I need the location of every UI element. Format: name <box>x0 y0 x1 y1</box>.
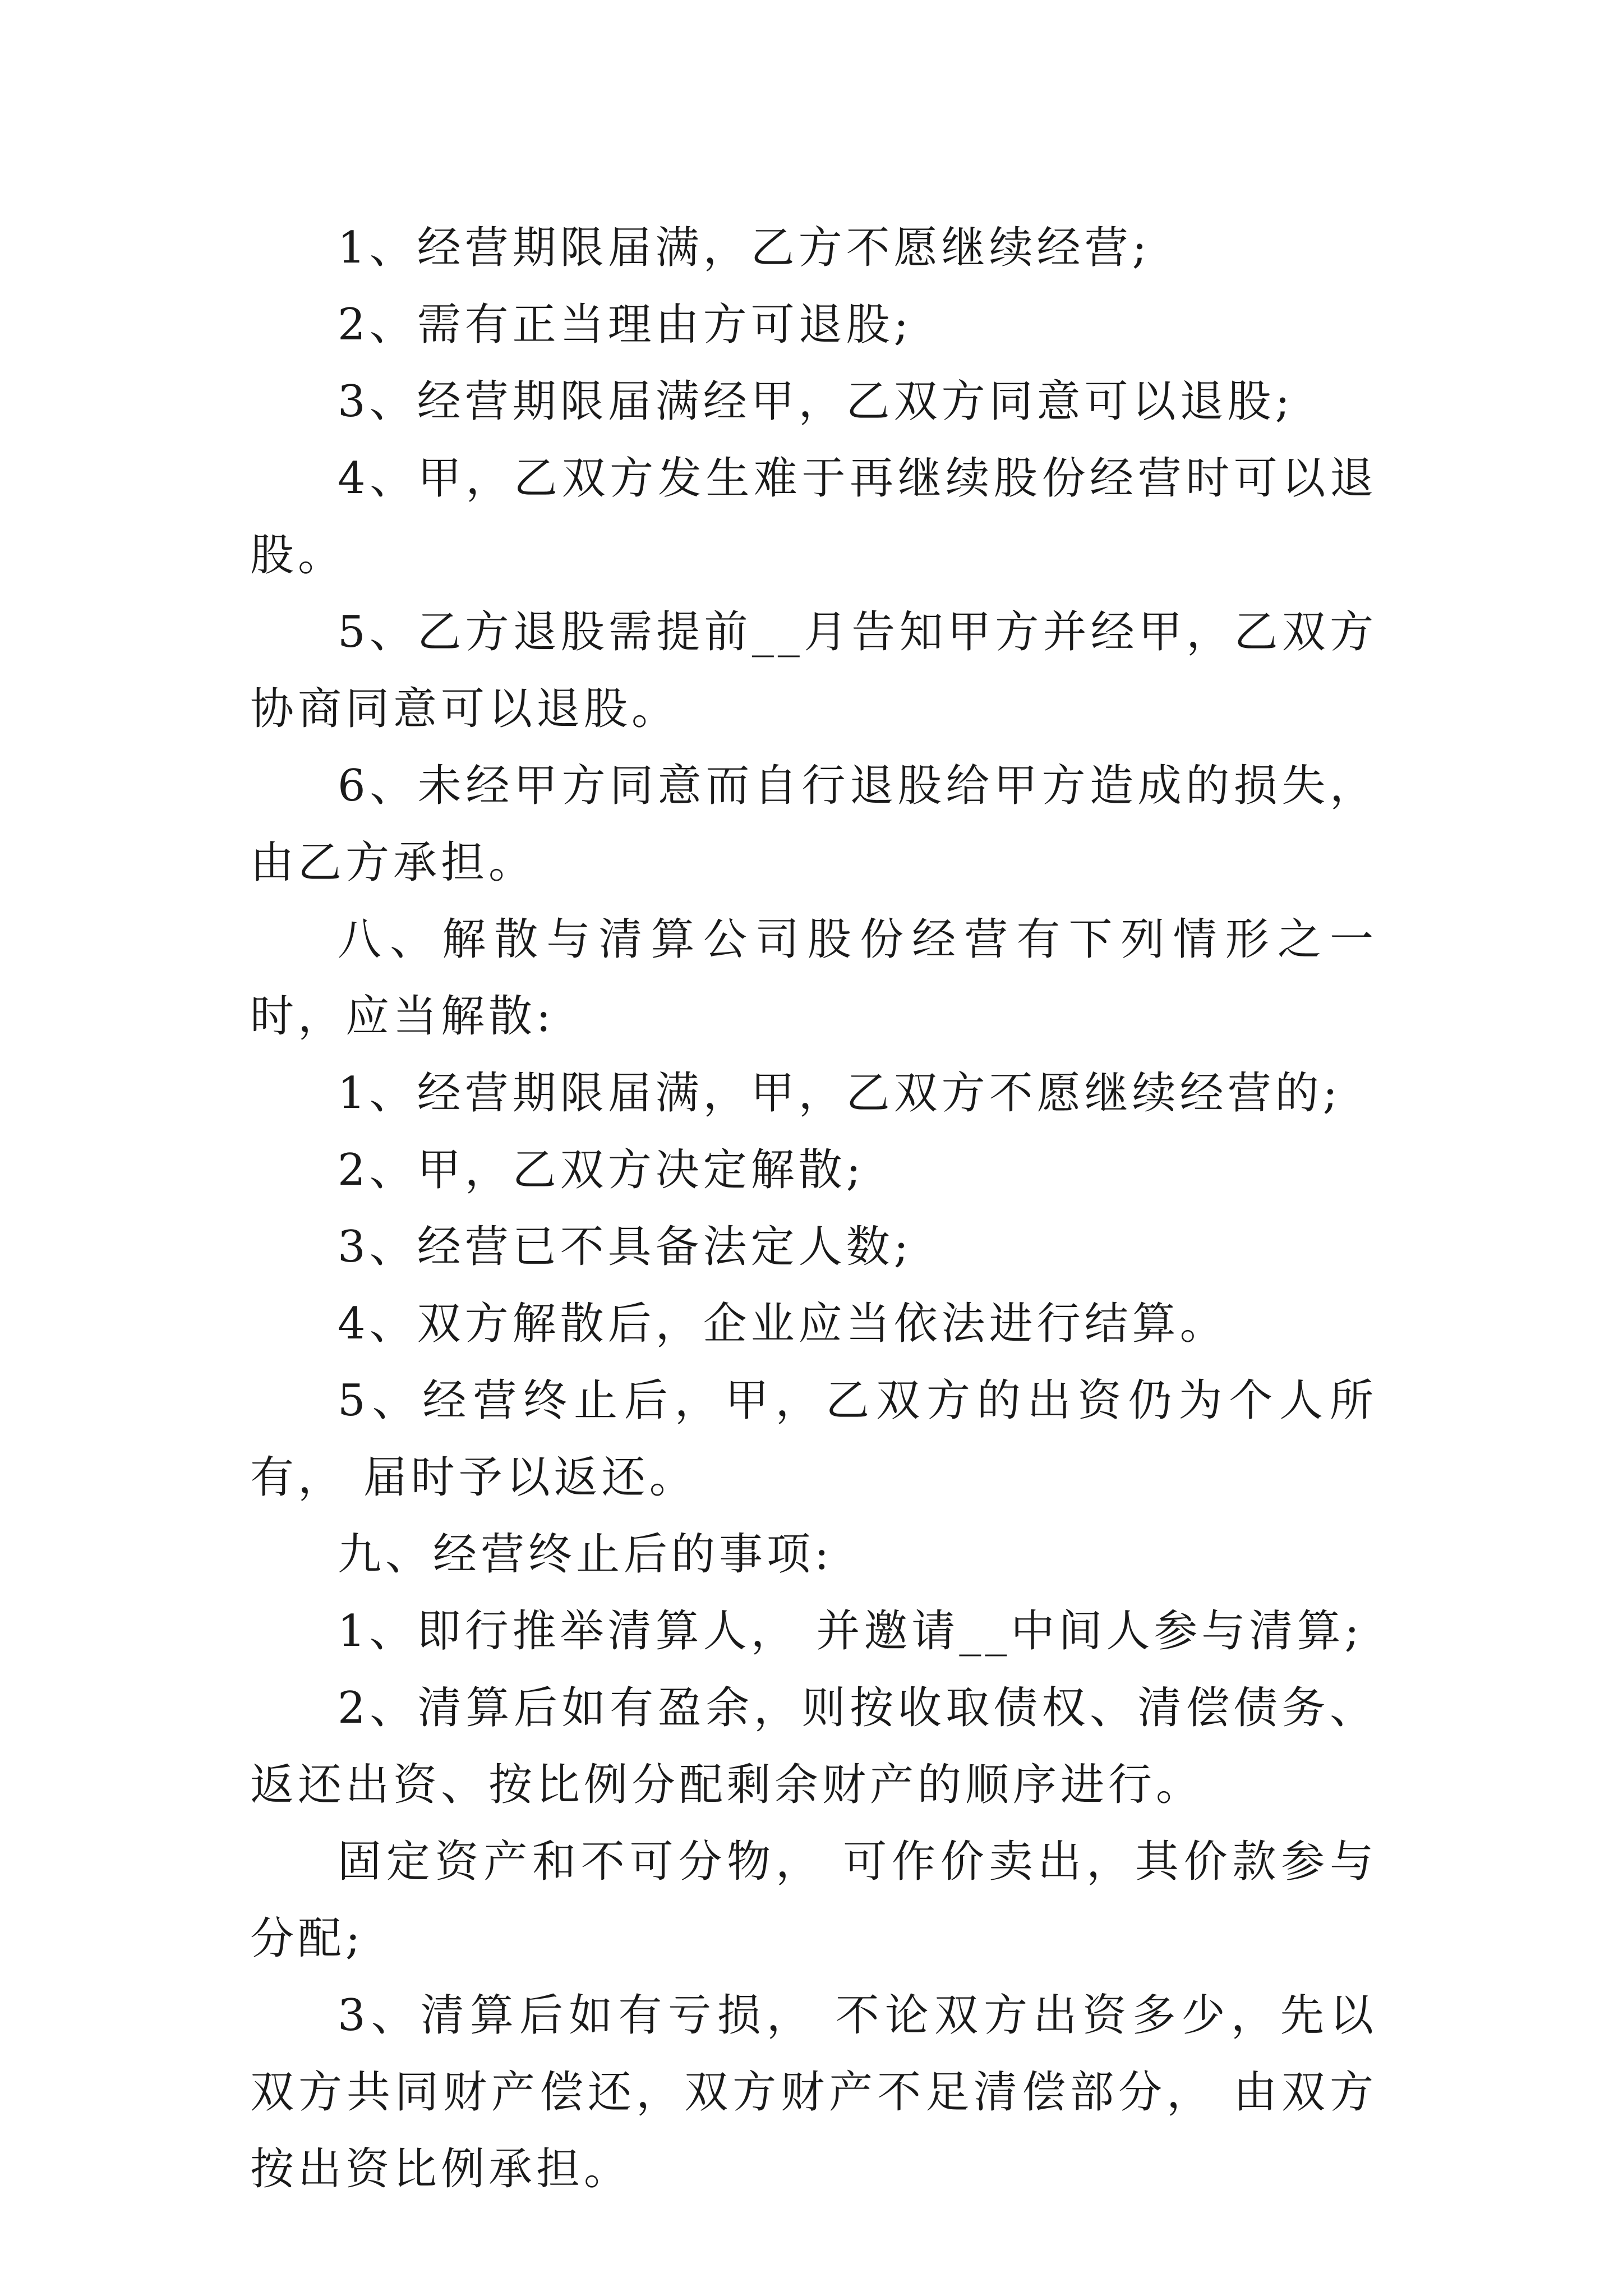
section-heading-9: 九、经营终止后的事项: <box>338 1529 833 1580</box>
paragraph-6: 6、未经甲方同意而自行退股给甲方造成的损失，由乙方承担。 <box>250 761 1377 888</box>
paragraph-3: 3、经营期限届满经甲，乙双方同意可以退股; <box>338 376 1294 427</box>
paragraph-11: 4、双方解散后，企业应当依法进行结算。 <box>338 1299 1228 1349</box>
paragraph-17: 3、清算后如有亏损， 不论双方出资多少，先以双方共同财产偿还，双方财产不足清偿部分， 由双方按出资比例承担。 <box>250 1990 1377 2194</box>
paragraph-1: 1、经营期限届满，乙方不愿继续经营; <box>338 223 1151 273</box>
document-body <box>250 210 1395 2208</box>
paragraph-9: 2、甲，乙双方决定解散; <box>338 1145 865 1195</box>
paragraph-4: 4、甲，乙双方发生难于再继续股份经营时可以退股。 <box>250 453 1377 581</box>
section-heading-8: 八、解散与清算公司股份经营有下列情形之一时，应当解散: <box>250 914 1377 1042</box>
paragraph-15: 2、清算后如有盈余，则按收取债权、清偿债务、 返还出资、按比例分配剩余财产的顺序进行。 <box>250 1683 1395 1810</box>
paragraph-16: 固定资产和不可分物， 可作价卖出，其价款参与分配; <box>250 1837 1377 1964</box>
paragraph-2: 2、需有正当理由方可退股; <box>338 300 912 350</box>
paragraph-5: 5、乙方退股需提前__月告知甲方并经甲，乙双方协商同意可以退股。 <box>250 607 1377 734</box>
paragraph-12: 5、经营终止后，甲，乙双方的出资仍为个人所有， 届时予以返还。 <box>250 1375 1377 1503</box>
paragraph-8: 1、经营期限届满，甲，乙双方不愿继续经营的; <box>338 1068 1341 1119</box>
paragraph-10: 3、经营已不具备法定人数; <box>338 1222 912 1272</box>
paragraph-14: 1、即行推举清算人， 并邀请__中间人参与清算; <box>338 1606 1363 1657</box>
